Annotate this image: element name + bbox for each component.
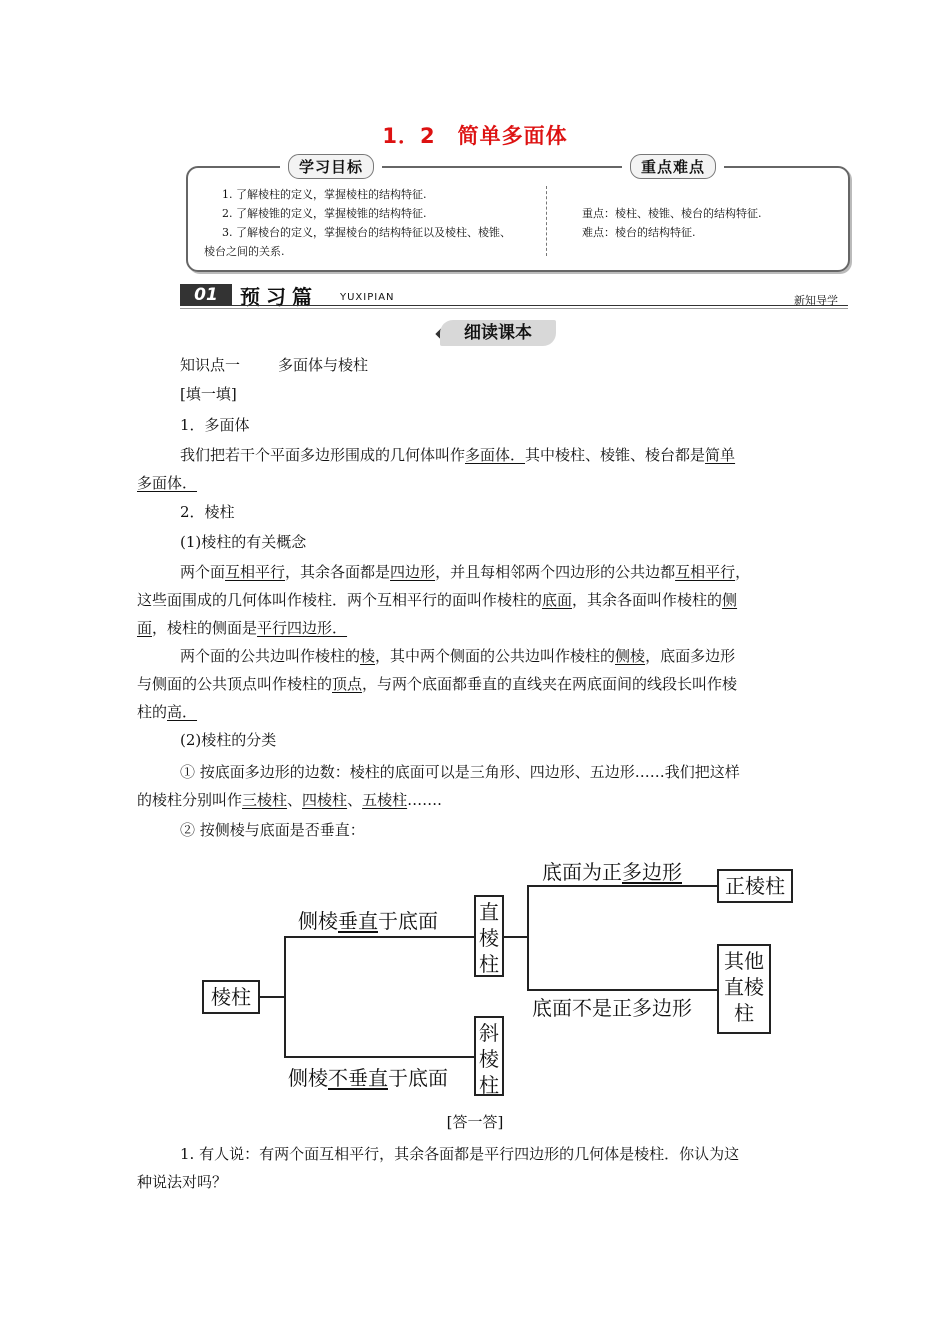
- connector: [284, 936, 286, 1058]
- page-title: 1．2 简单多面体: [382, 124, 568, 148]
- banner-english: YUXIPIAN: [340, 292, 395, 303]
- connector: [527, 989, 717, 991]
- goal-item: 2. 了解棱锥的定义，掌握棱锥的结构特征.: [222, 207, 427, 220]
- fill-label: [填一填]: [180, 385, 237, 403]
- focus-key: 重点：棱柱、棱锥、棱台的结构特征.: [582, 207, 762, 220]
- paragraph: 我们把若干个平面多边形围成的几何体叫作多面体．其中棱柱、棱锥、棱台都是简单: [180, 446, 736, 464]
- goal-item: 1. 了解棱柱的定义，掌握棱柱的结构特征.: [222, 188, 427, 201]
- lower-branch-label: 侧棱不垂直于底面: [288, 1066, 448, 1090]
- paragraph: ② 按侧棱与底面是否垂直：: [180, 821, 365, 839]
- focus-tab: 重点难点: [622, 154, 724, 176]
- banner-right-label: 新知导学: [794, 294, 838, 307]
- goal-item: 3. 了解棱台的定义，掌握棱台的结构特征以及棱柱、棱锥、: [222, 226, 511, 239]
- banner-title: 预习篇: [240, 285, 318, 309]
- connector: [284, 936, 474, 938]
- banner-rule: [180, 305, 848, 306]
- connector: [284, 1056, 474, 1058]
- diagram-root-box: 棱柱: [202, 980, 260, 1014]
- banner-rule: [180, 308, 848, 309]
- paragraph: 柱的高．: [137, 703, 198, 721]
- question: 种说法对吗？: [137, 1173, 228, 1191]
- paragraph: 两个面互相平行，其余各面都是四边形，并且每相邻两个四边形的公共边都互相平行，: [180, 563, 751, 581]
- right-prism-box: 直 棱 柱: [474, 895, 504, 977]
- connector: [504, 936, 528, 938]
- paragraph: 的棱柱分别叫作三棱柱、四棱柱、五棱柱…….: [137, 791, 442, 809]
- divider: [546, 186, 547, 256]
- goals-tab: 学习目标: [280, 154, 382, 176]
- paragraph: 两个面的公共边叫作棱柱的棱，其中两个侧面的公共边叫作棱柱的侧棱，底面多边形: [180, 647, 736, 665]
- nonregular-branch-label: 底面不是正多边形: [532, 996, 692, 1020]
- paragraph: 面，棱柱的侧面是平行四边形．: [137, 619, 348, 637]
- other-prism-box: 其他 直棱 柱: [717, 944, 771, 1034]
- focus-difficulty: 难点：棱台的结构特征.: [582, 226, 696, 239]
- section-header: 细读课本: [440, 320, 556, 346]
- section-number-badge: 01: [180, 284, 232, 306]
- regular-branch-label: 底面为正多边形: [542, 860, 682, 884]
- subheading: (1)棱柱的有关概念: [180, 533, 307, 551]
- paragraph: 这些面围成的几何体叫作棱柱．两个互相平行的面叫作棱柱的底面，其余各面叫作棱柱的侧: [137, 591, 738, 609]
- regular-prism-box: 正棱柱: [717, 869, 793, 903]
- oblique-prism-box: 斜 棱 柱: [474, 1016, 504, 1096]
- paragraph: 与侧面的公共顶点叫作棱柱的顶点，与两个底面都垂直的直线夹在两底面间的线段长叫作棱: [137, 675, 738, 693]
- paragraph: ① 按底面多边形的边数：棱柱的底面可以是三角形、四边形、五边形……我们把这样: [180, 763, 740, 781]
- goal-item: 棱台之间的关系.: [204, 245, 285, 258]
- heading-polyhedron: 1．多面体: [180, 416, 250, 434]
- connector: [260, 996, 284, 998]
- subheading: (2)棱柱的分类: [180, 731, 277, 749]
- connector: [527, 885, 717, 887]
- answer-label: [答一答]: [446, 1113, 504, 1131]
- knowledge-point: 知识点一 多面体与棱柱: [180, 356, 369, 374]
- connector: [527, 885, 529, 991]
- heading-prism: 2．棱柱: [180, 503, 235, 521]
- question: 1. 有人说：有两个面互相平行，其余各面都是平行四边形的几何体是棱柱．你认为这: [180, 1145, 740, 1163]
- upper-branch-label: 侧棱垂直于底面: [298, 909, 438, 933]
- paragraph: 多面体．: [137, 474, 198, 492]
